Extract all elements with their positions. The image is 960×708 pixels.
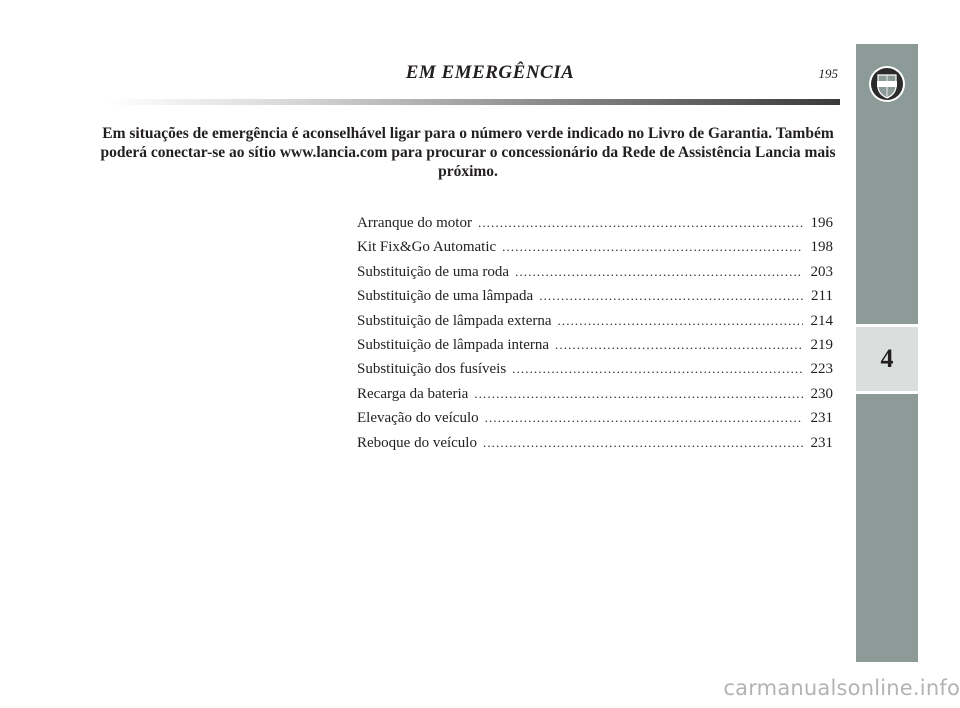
toc-entry-label: Elevação do veículo — [357, 410, 479, 427]
intro-paragraph: Em situações de emergência é aconselhável ligar para o número verde indicado no Livro de Garantia. Também poderá conectar-se ao sítio www.lancia.com para procurar o concessionário da Rede de Assistência Lancia mais próximo. — [100, 125, 836, 180]
toc-entry-page: 214 — [810, 312, 833, 329]
toc-entry-page: 196 — [810, 215, 833, 231]
toc-entry[interactable] — [357, 337, 833, 361]
toc-entry-label: Arranque do motor — [357, 215, 472, 231]
toc-entry-label: Substituição dos fusíveis — [357, 361, 507, 378]
toc-entry-label: Substituição de uma lâmpada — [357, 288, 534, 305]
toc-leader-dots — [483, 435, 803, 451]
toc-entry[interactable] — [357, 288, 833, 312]
toc-entry-page: 198 — [810, 239, 833, 256]
toc-entry-label: Substituição de uma roda — [357, 263, 510, 280]
toc-leader-dots — [502, 239, 803, 255]
table-of-contents — [357, 215, 833, 459]
toc-entry-label: Substituição de lâmpada externa — [357, 312, 552, 329]
toc-entry-label: Kit Fix&Go Automatic — [357, 239, 497, 256]
toc-entry[interactable] — [357, 361, 833, 385]
toc-entry-page: 223 — [810, 361, 833, 378]
toc-entry-page: 211 — [811, 288, 833, 305]
toc-entry-page: 231 — [810, 410, 833, 427]
toc-leader-dots — [485, 410, 803, 426]
toc-entry-page: 231 — [810, 434, 833, 451]
chapter-number: 4 — [856, 324, 918, 394]
toc-entry-page: 203 — [810, 263, 833, 280]
toc-entry-page: 230 — [810, 385, 833, 402]
toc-entry-label: Substituição de lâmpada interna — [357, 336, 550, 353]
toc-entry[interactable] — [357, 386, 833, 410]
toc-leader-dots — [478, 215, 803, 231]
page-number: 195 — [818, 66, 838, 81]
toc-entry-label: Reboque do veículo — [357, 434, 477, 451]
toc-entry[interactable] — [357, 264, 833, 288]
toc-entry[interactable] — [357, 435, 833, 459]
toc-entry-page: 219 — [810, 336, 833, 353]
toc-entry[interactable] — [357, 215, 833, 239]
toc-leader-dots — [474, 386, 803, 402]
toc-entry-label: Recarga da bateria — [357, 385, 469, 402]
toc-leader-dots — [555, 337, 803, 353]
toc-leader-dots — [515, 264, 803, 280]
lancia-shield-icon — [867, 64, 907, 104]
watermark: carmanualsonline.info — [723, 676, 960, 700]
header-divider — [108, 99, 840, 105]
page-title: EM EMERGÊNCIA — [405, 62, 575, 83]
toc-entry[interactable] — [357, 313, 833, 337]
toc-leader-dots — [558, 313, 803, 329]
toc-leader-dots — [539, 288, 803, 304]
toc-entry[interactable] — [357, 410, 833, 434]
toc-leader-dots — [512, 361, 803, 377]
toc-entry[interactable] — [357, 239, 833, 263]
